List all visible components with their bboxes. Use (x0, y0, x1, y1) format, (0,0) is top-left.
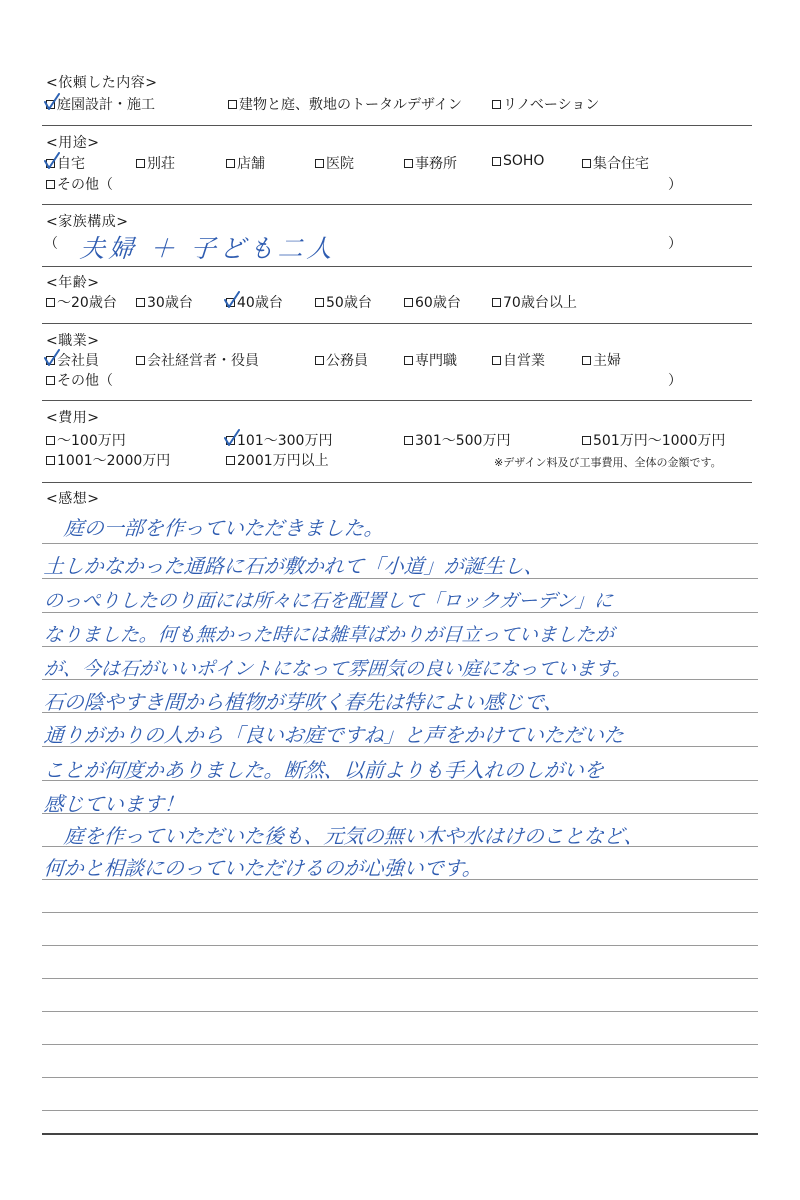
checkbox-total-design[interactable]: 建物と庭、敷地のトータルデザイン (228, 94, 462, 114)
ruled-line (42, 578, 758, 579)
divider (42, 204, 752, 205)
divider (42, 266, 752, 267)
section-heading-age: <年齢> (46, 275, 100, 291)
checkbox-age-20s[interactable]: ～20歳台 (46, 292, 117, 312)
checkbox-age-30s[interactable]: 30歳台 (136, 292, 193, 312)
checkbox-renovation[interactable]: リノベーション (492, 94, 599, 114)
usage-other-close-paren: ） (668, 177, 682, 193)
ruled-line (42, 612, 758, 613)
checkbox-cost-under-100[interactable]: ～100万円 (46, 430, 126, 450)
checkbox-employee[interactable]: 会社員 (46, 350, 99, 370)
checkbox-garden-design[interactable]: 庭園設計・施工 (46, 94, 155, 114)
checkbox-cost-501-1000[interactable]: 501万円～1000万円 (582, 430, 725, 450)
section-heading-request: <依頼した内容> (46, 75, 158, 91)
checkbox-villa[interactable]: 別荘 (136, 153, 175, 173)
ruled-line (42, 780, 758, 781)
occupation-other-close-paren: ） (668, 373, 682, 389)
checkbox-public-servant[interactable]: 公務員 (315, 350, 368, 370)
section-heading-occupation: <職業> (46, 333, 100, 349)
ruled-line (42, 912, 758, 913)
ruled-line (42, 712, 758, 713)
checkbox-occupation-other[interactable]: その他（ (46, 370, 113, 390)
divider (42, 400, 752, 401)
ruled-line (42, 543, 758, 544)
checkbox-self-employed[interactable]: 自営業 (492, 350, 545, 370)
impression-line: 感じています！ (43, 792, 185, 816)
ruled-line (42, 813, 758, 814)
section-heading-usage: <用途> (46, 135, 100, 151)
checkbox-soho[interactable]: SOHO (492, 153, 544, 169)
family-open-paren: （ (44, 236, 58, 252)
section-heading-cost: <費用> (46, 410, 100, 426)
ruled-line (42, 746, 758, 747)
checkbox-clinic[interactable]: 医院 (315, 153, 354, 173)
section-heading-impressions: <感想> (46, 491, 100, 507)
checkbox-age-40s[interactable]: 40歳台 (226, 292, 283, 312)
checkbox-cost-over-2001[interactable]: 2001万円以上 (226, 450, 329, 470)
impression-line: 庭の一部を作っていただきました。 (43, 516, 385, 540)
divider (42, 125, 752, 126)
ruled-line (42, 679, 758, 680)
impression-line: 土しかなかった通路に石が敷かれて「小道」が誕生し、 (43, 554, 545, 578)
impression-line: のっぺりしたのり面には所々に石を配置して「ロックガーデン」に (43, 590, 614, 612)
impression-line: 石の陰やすき間から植物が芽吹く春先は特によい感じで、 (43, 690, 565, 714)
impression-line: ことが何度かありました。断然、以前よりも手入れのしがいを (43, 758, 605, 782)
ruled-line (42, 978, 758, 979)
checkbox-age-50s[interactable]: 50歳台 (315, 292, 372, 312)
checkbox-cost-101-300[interactable]: 101～300万円 (226, 430, 332, 450)
impression-line: が、今は石がいいポイントになって雰囲気の良い庭になっています。 (43, 658, 633, 680)
checkbox-age-70s[interactable]: 70歳台以上 (492, 292, 577, 312)
ruled-line (42, 646, 758, 647)
ruled-line (42, 1110, 758, 1111)
ruled-line (42, 846, 758, 847)
family-close-paren: ） (668, 236, 682, 252)
checkbox-cost-1001-2000[interactable]: 1001～2000万円 (46, 450, 170, 470)
checkbox-usage-other[interactable]: その他（ (46, 174, 113, 194)
ruled-line (42, 1044, 758, 1045)
checkbox-home[interactable]: 自宅 (46, 153, 85, 173)
impression-line: 庭を作っていただいた後も、元気の無い木や水はけのことなど、 (43, 824, 645, 848)
impression-line: 通りがかりの人から「良いお庭ですね」と声をかけていただいた (43, 723, 625, 747)
section-heading-family: <家族構成> (46, 214, 129, 230)
checkbox-apartment[interactable]: 集合住宅 (582, 153, 649, 173)
checkbox-age-60s[interactable]: 60歳台 (404, 292, 461, 312)
checkbox-cost-301-500[interactable]: 301～500万円 (404, 430, 510, 450)
divider (42, 323, 752, 324)
ruled-line (42, 1077, 758, 1078)
checkbox-executive[interactable]: 会社経営者・役員 (136, 350, 259, 370)
divider (42, 482, 752, 483)
ruled-line (42, 1011, 758, 1012)
checkbox-shop[interactable]: 店舗 (226, 153, 265, 173)
checkbox-homemaker[interactable]: 主婦 (582, 350, 621, 370)
checkbox-office[interactable]: 事務所 (404, 153, 457, 173)
ruled-line (42, 945, 758, 946)
impression-line: なりました。何も無かった時には雑草ばかりが目立っていましたが (43, 624, 615, 646)
ruled-line (42, 879, 758, 880)
family-answer: 夫婦 ＋ 子ども二人 (78, 234, 337, 263)
checkbox-professional[interactable]: 専門職 (404, 350, 457, 370)
impression-line: 何かと相談にのっていただけるのが心強いです。 (43, 856, 483, 880)
cost-note: ※デザイン料及び工事費用、全体の金額です。 (494, 456, 722, 469)
bottom-rule (42, 1133, 758, 1135)
